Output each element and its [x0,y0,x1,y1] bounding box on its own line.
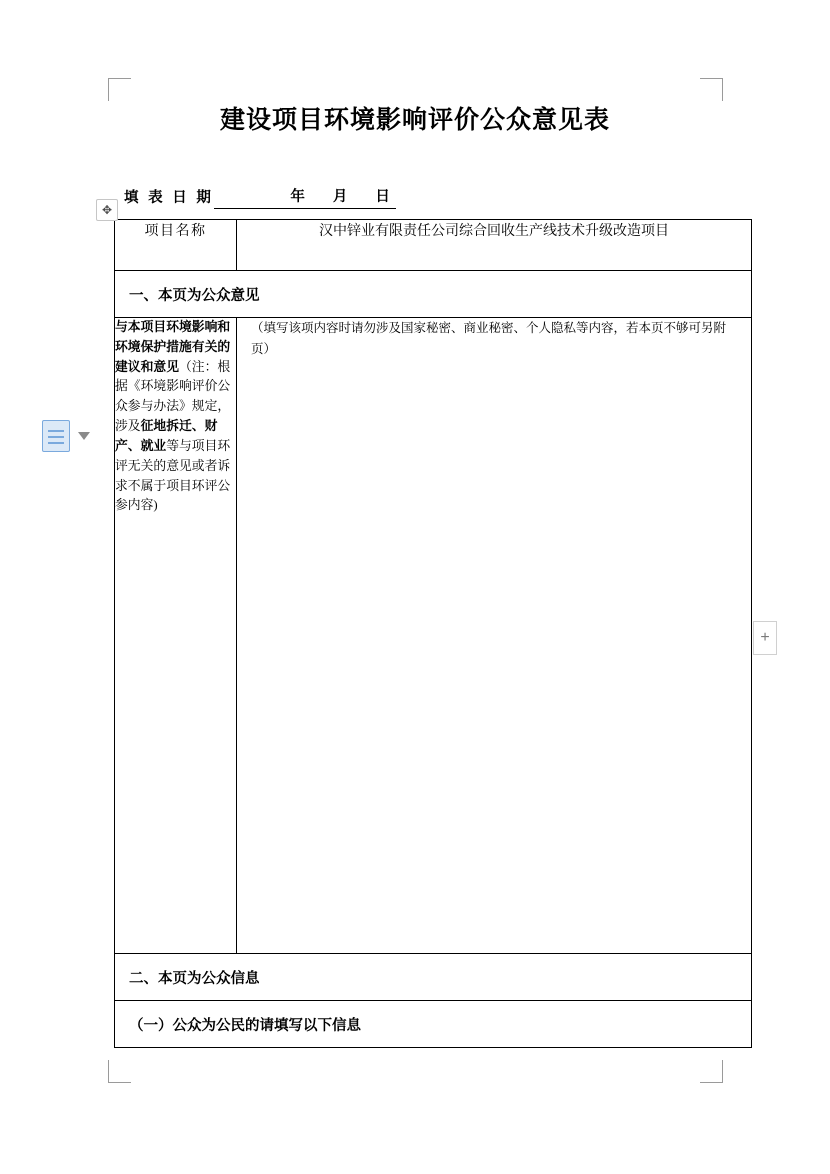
opinion-note: （填写该项内容时请勿涉及国家秘密、商业秘密、个人隐私等内容，若本页不够可另附页） [251,321,727,357]
table-row [115,1001,752,1048]
date-month-unit: 月 [332,189,348,205]
opinion-label-bold-1: 与本项目环境影响和环境保护措施有关的建议和意见 [115,320,231,374]
project-name-value: 汉中锌业有限责任公司综合回收生产线技术升级改造项目 [319,224,669,239]
opinion-label-rest-2: 等与项目环评无关的意见或者诉求不属于项目环评公参内容) [115,438,231,513]
page-title: 建设项目环境影响评价公众意见表 [219,107,610,134]
project-name-label-cell [115,220,237,271]
move-icon[interactable]: ✥ [96,199,118,221]
fill-date-row [124,185,396,209]
document-thumbnail-control[interactable] [42,420,90,452]
public-opinion-table [114,219,752,1048]
crop-mark-bottom-right [700,1060,723,1083]
project-name-label: 项目名称 [144,224,207,239]
opinion-label-rest-1: （注：根据《环境影响评价公众参与办法》规定，涉及 [115,359,231,434]
table-row [115,271,752,318]
table-row [115,954,752,1001]
opinion-label-bold-2: 征地拆迁、财产、就业 [115,419,218,453]
section-two-heading: 二、本页为公众信息 [115,954,752,1001]
project-name-value-cell[interactable] [237,220,752,271]
subsection-one-heading: （一）公众为公民的请填写以下信息 [115,1001,752,1048]
fill-date-label: 填 表 日 期 [124,190,214,206]
fill-date-blank[interactable] [214,185,396,209]
chevron-down-icon[interactable] [78,432,90,440]
opinion-input-cell[interactable] [237,318,752,954]
add-row-button[interactable]: + [753,621,777,655]
date-day-unit: 日 [375,189,390,205]
crop-mark-top-left [108,78,131,101]
table-row [115,318,752,954]
section-one-heading: 一、本页为公众意见 [115,271,752,318]
date-year-unit: 年 [290,189,305,205]
opinion-label-cell [115,318,237,954]
table-row [115,220,752,271]
document-icon[interactable] [42,420,70,452]
crop-mark-bottom-left [108,1060,131,1083]
crop-mark-top-right [700,78,723,101]
